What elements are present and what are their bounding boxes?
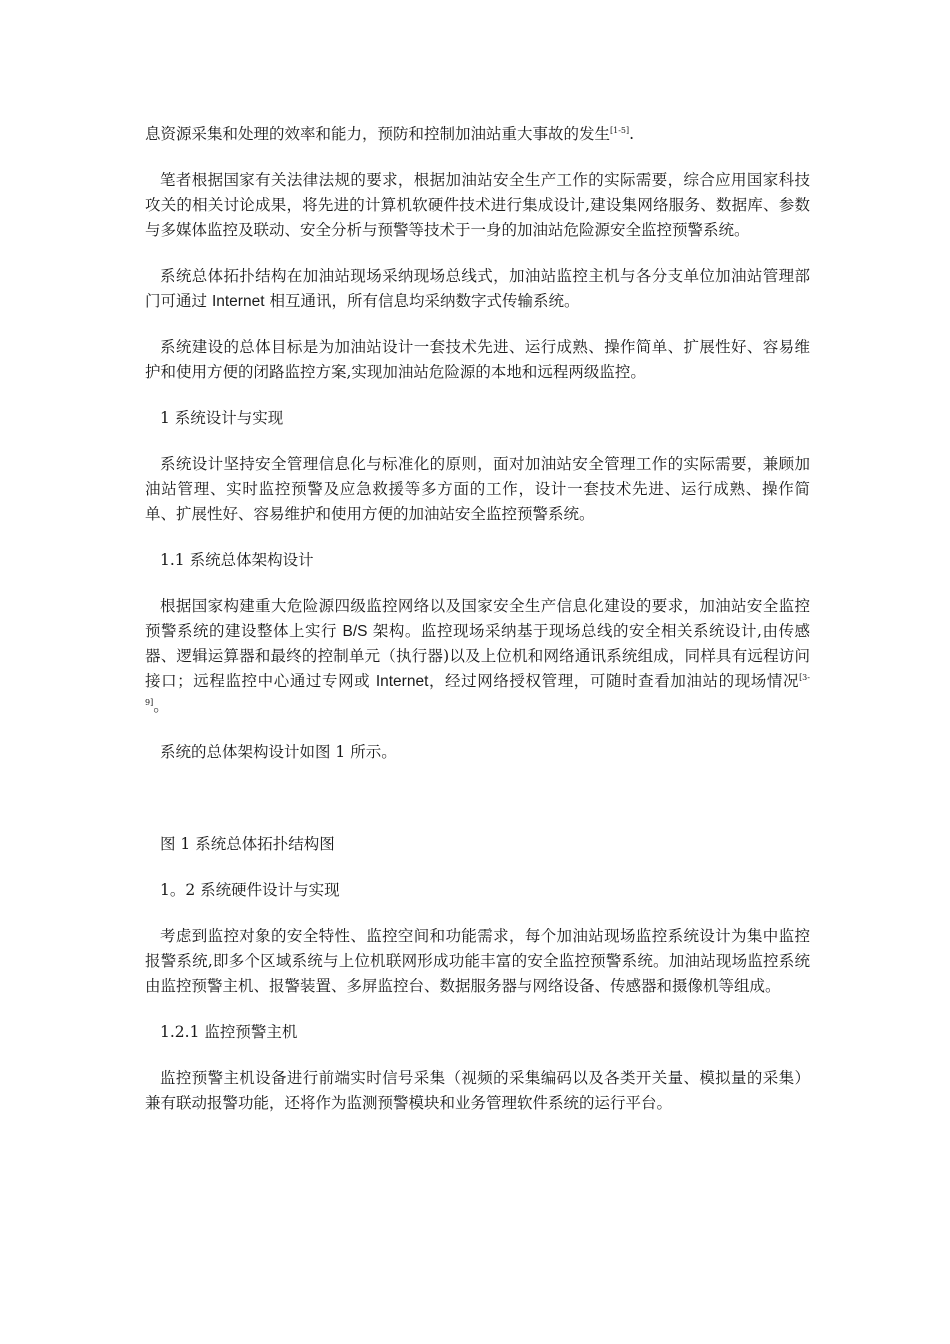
document-page (145, 122, 810, 1137)
paragraph-text: ，经过网络授权管理，可随时查看加油站的现场情况 (428, 672, 800, 690)
paragraph-intro: 笔者根据国家有关法律法规的要求，根据加油站安全生产工作的实际需要，综合应用国家科技攻关的相关讨论成果，将先进的计算机软硬件技术进行集成设计,建设集网络服务、数据库、参数与多媒体监控及联动、安全分析与预警等技术于一身的加油站危险源安全监控预警系统。 (145, 171, 810, 239)
citation: [3-9] (145, 672, 810, 707)
paragraph-hardware: 考虑到监控对象的安全特性、监控空间和功能需求，每个加油站现场监控系统设计为集中监控报警系统,即多个区域系统与上位机联网形成功能丰富的安全监控预警系统。加油站现场监控系统由监控预警主机、报警装置、多屏监控台、数据服务器与网络设备、传感器和摄像机等组成。 (145, 927, 810, 995)
figure-caption: 图 1 系统总体拓扑结构图 (160, 835, 335, 853)
section-heading-1: 1 系统设计与实现 (160, 409, 284, 427)
paragraph-text: 。 (153, 697, 169, 715)
paragraph-architecture (145, 594, 810, 719)
paragraph-design-principles: 系统设计坚持安全管理信息化与标准化的原则，面对加油站安全管理工作的实际需要，兼顾加油站管理、实时监控预警及应急救援等多方面的工作，设计一套技术先进、运行成熟、操作简单、扩展性好、容易维护和使用方便的加油站安全监控预警系统。 (145, 455, 810, 523)
paragraph-term: Internet (211, 293, 265, 310)
paragraph-term: Internet (375, 673, 429, 690)
paragraph-term: B/S (342, 623, 368, 640)
section-heading-1-2: 1。2 系统硬件设计与实现 (160, 881, 340, 899)
paragraph-text: 系统总体拓扑结构在加油站现场采纳现场总线式，加油站监控主机与各分支单位加油站管理部门可通过 (145, 267, 810, 310)
citation: [1-5] (610, 125, 630, 135)
paragraph-goal: 系统建设的总体目标是为加油站设计一套技术先进、运行成熟、操作简单、扩展性好、容易维护和使用方便的闭路监控方案,实现加油站危险源的本地和远程两级监控。 (145, 338, 810, 381)
paragraph-text: 相互通讯，所有信息均采纳数字式传输系统。 (269, 292, 580, 310)
paragraph-text: 根据国家构建重大危险源四级监控网络以及国家安全生产信息化建设的要求，加油站安全监控预警系统的建设整体上实行 (145, 597, 810, 640)
paragraph-topology (145, 264, 810, 314)
section-heading-1-1: 1.1 系统总体架构设计 (160, 551, 314, 569)
paragraph-text: 架构。监控现场采纳基于现场总线的安全相关系统设计,由传感器、逻辑运算器和最终的控制单元（执行器)以及上位机和网络通讯系统组成，同样具有远程访问接口；远程监控中心通过专网或 (145, 622, 810, 690)
paragraph-text: 息资源采集和处理的效率和能力，预防和控制加油站重大事故的发生 (145, 125, 611, 143)
paragraph-continuation (145, 122, 810, 147)
section-heading-1-2-1: 1.2.1 监控预警主机 (160, 1023, 298, 1041)
paragraph-text: . (629, 125, 635, 143)
paragraph-figure-reference: 系统的总体架构设计如图 1 所示。 (160, 743, 397, 761)
figure-placeholder (145, 786, 810, 832)
paragraph-host: 监控预警主机设备进行前端实时信号采集（视频的采集编码以及各类开关量、模拟量的采集）兼有联动报警功能，还将作为监测预警模块和业务管理软件系统的运行平台。 (145, 1069, 810, 1112)
